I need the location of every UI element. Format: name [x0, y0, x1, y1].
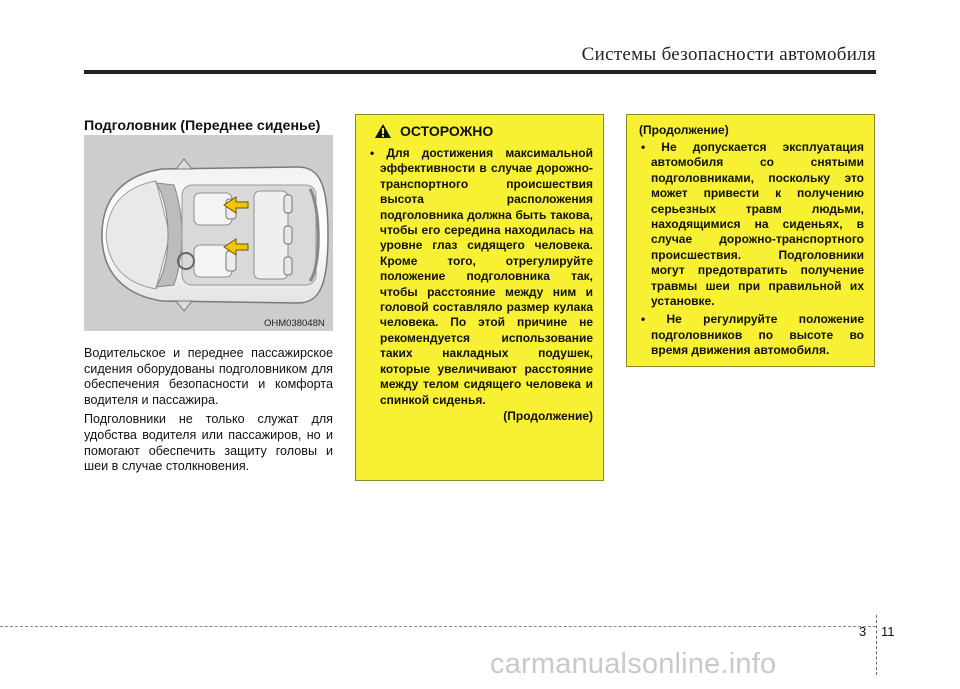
continued-label: (Продолжение) — [503, 408, 593, 423]
body-text — [84, 346, 333, 479]
warning-text: Не регулируйте положение подголовников по высоте во время движения автомобиля. — [651, 312, 864, 358]
footer-rule — [0, 626, 876, 627]
chapter-number: 3 — [859, 624, 867, 639]
warning-triangle-icon — [374, 123, 392, 139]
section-title: Системы безопасности автомобиля — [581, 44, 876, 65]
bullet: • — [370, 146, 375, 160]
bullet: • — [641, 312, 646, 327]
body-paragraph: Подголовники не только служат для удобства водителя или пассажиров, но и помогают обеспечить защиту головы и шеи в случае столкновения. — [84, 412, 333, 474]
figure-code: OHM038048N — [264, 318, 325, 329]
section-heading: Подголовник (Переднее сиденье) — [84, 118, 321, 134]
continued-heading: (Продолжение) — [639, 123, 729, 137]
page-number: 11 — [881, 624, 895, 639]
warning-item — [639, 312, 864, 358]
warning-item — [639, 140, 864, 309]
body-paragraph: Водительское и переднее пассажирское сидения оборудованы подголовником для обеспечения безопасности и комфорта водителя и пассажира. — [84, 346, 333, 407]
warning-text: Для достижения максимальной эффективности в случае дорожно-транспортного происшествия высота расположения подголовника должна быть такова, чтобы его середина находилась на уровне глаз сидящего человека. Кроме того, отрегулируйте положение подголовника так, чтобы расстояние между ним и головой составляло размер кулака человека. По этой причине не рекомендуется использование таких накладных подушек, которые увеличивают расстояние между телом сидящего человека и спинкой сиденья. — [380, 146, 593, 407]
warning-box — [355, 114, 604, 481]
bullet: • — [641, 140, 646, 154]
car-headrest-figure — [84, 135, 333, 331]
warning-heading — [374, 123, 593, 139]
car-top-view-illustration — [84, 135, 333, 331]
warning-item — [368, 146, 593, 408]
warning-title: ОСТОРОЖНО — [400, 123, 494, 139]
watermark: carmanualsonline.info — [490, 648, 777, 680]
warning-text: Не допускается эксплуатация автомобиля со снятыми подголовниками, поскольку это может привести к получению серьезных травм людьми, находящимися на сиденьях, в случае дорожно-транспортного происшествия. Подголовники могут предотвратить получение травмы шеи при правильной их установке. — [651, 140, 864, 309]
header-rule — [84, 70, 876, 74]
continued-warning-box — [626, 114, 875, 367]
page-separator — [876, 615, 877, 675]
